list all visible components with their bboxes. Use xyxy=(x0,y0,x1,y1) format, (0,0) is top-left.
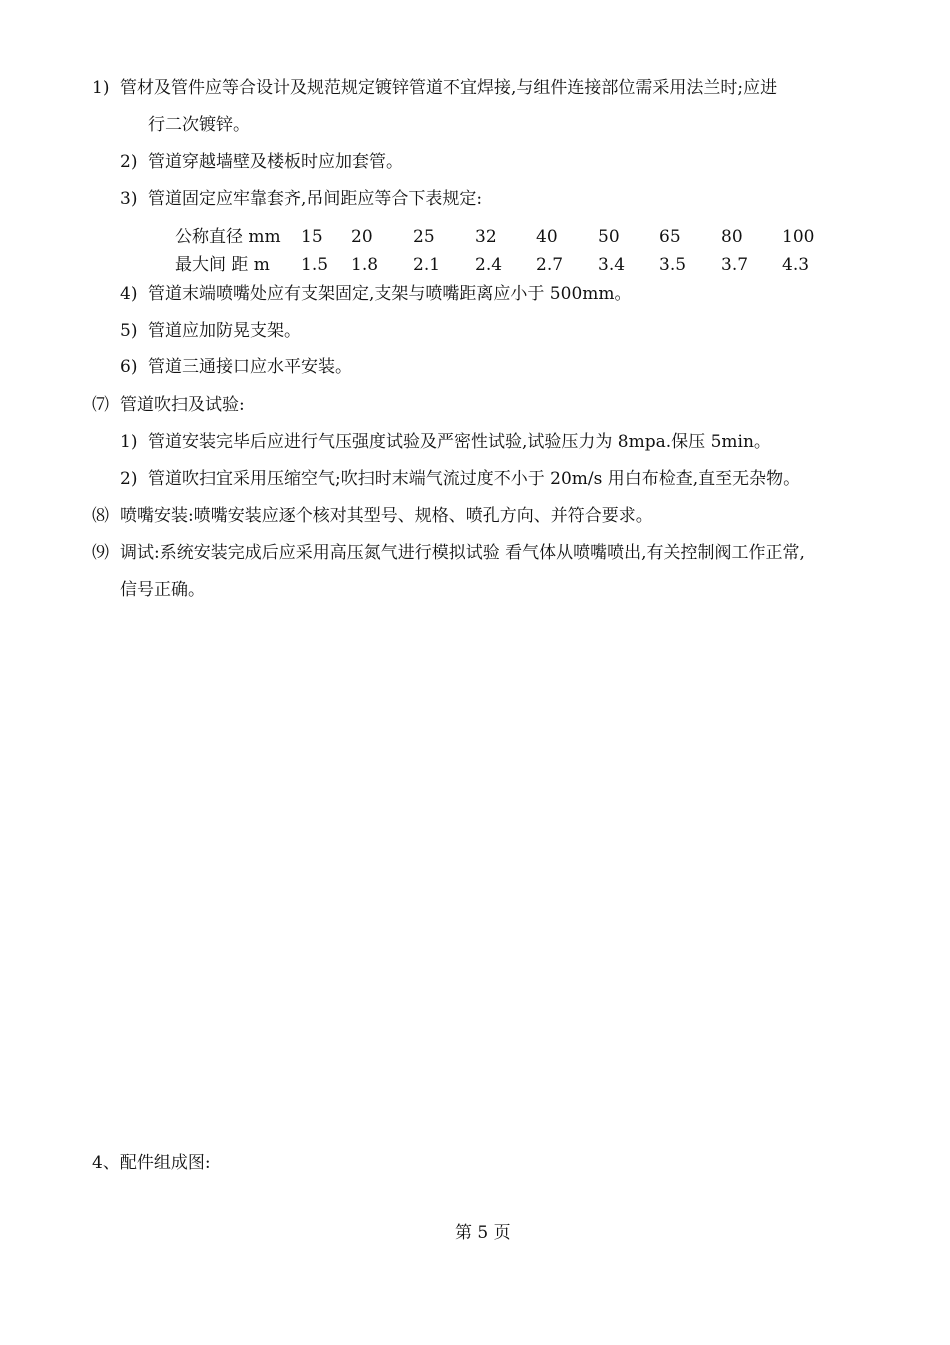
item-text: 管道吹扫及试验: xyxy=(120,395,245,415)
item-1 xyxy=(92,77,777,99)
table-cell: 3.5 xyxy=(659,255,687,275)
table-cell: 32 xyxy=(475,227,497,247)
item-text: 管道三通接口应水平安装。 xyxy=(148,357,352,377)
item-text: 管道固定应牢靠套齐,吊间距应等合下表规定: xyxy=(148,189,483,209)
table-cell: 25 xyxy=(413,227,435,247)
table-cell: 65 xyxy=(659,227,681,247)
table-label: 最大间 距 m xyxy=(175,255,270,275)
item-number: 4) xyxy=(120,284,138,304)
item-number: 2) xyxy=(120,469,138,489)
table-row-diameter xyxy=(175,226,855,248)
item-number: 1) xyxy=(120,432,138,452)
item-1-continued xyxy=(148,114,250,136)
table-cell: 20 xyxy=(351,227,373,247)
item-text: 管道安装完毕后应进行气压强度试验及严密性试验,试验压力为 8mpa.保压 5min。 xyxy=(148,432,771,452)
item-number: 2) xyxy=(120,152,138,172)
table-cell: 80 xyxy=(721,227,743,247)
item-text: 管道吹扫宜采用压缩空气;吹扫时末端气流过度不小于 20m/s 用白布检查,直至无杂物。 xyxy=(148,469,801,489)
item-5 xyxy=(120,320,301,342)
table-cell: 100 xyxy=(782,227,815,247)
item-text: 管道应加防晃支架。 xyxy=(148,321,301,341)
item-number: ⑺ xyxy=(92,395,109,415)
item-text: 管道穿越墙壁及楼板时应加套管。 xyxy=(148,152,403,172)
table-cell: 3.7 xyxy=(721,255,749,275)
item-text: 信号正确。 xyxy=(120,580,205,600)
table-cell: 2.1 xyxy=(413,255,441,275)
item-number: ⑻ xyxy=(92,506,109,526)
page-number: 第 5 页 xyxy=(455,1223,511,1243)
table-cell: 3.4 xyxy=(598,255,626,275)
item-text: 管材及管件应等合设计及规范规定镀锌管道不宜焊接,与组件连接部位需采用法兰时;应进 xyxy=(120,78,778,98)
item-number: ⑼ xyxy=(92,543,109,563)
item-3 xyxy=(120,188,482,210)
table-cell: 2.7 xyxy=(536,255,564,275)
table-cell: 1.5 xyxy=(301,255,329,275)
item-number: 5) xyxy=(120,321,138,341)
section-4-heading: 4、配件组成图: xyxy=(92,1153,211,1173)
table-row-spacing xyxy=(175,254,855,276)
item-text: 调试:系统安装完成后应采用高压氮气进行模拟试验 看气体从喷嘴喷出,有关控制阀工作正常, xyxy=(120,543,805,563)
item-2 xyxy=(120,151,403,173)
item-number: 1) xyxy=(92,78,110,98)
table-cell: 15 xyxy=(301,227,323,247)
section-9 xyxy=(92,542,805,564)
section-7-item-2 xyxy=(120,468,800,490)
section-7-item-1 xyxy=(120,431,771,453)
section-9-continued xyxy=(120,579,205,601)
item-text: 喷嘴安装:喷嘴安装应逐个核对其型号、规格、喷孔方向、并符合要求。 xyxy=(120,506,653,526)
table-cell: 1.8 xyxy=(351,255,379,275)
item-6 xyxy=(120,356,352,378)
table-cell: 4.3 xyxy=(782,255,810,275)
item-number: 6) xyxy=(120,357,138,377)
table-label: 公称直径 mm xyxy=(175,227,281,247)
item-text: 行二次镀锌。 xyxy=(148,115,250,135)
table-cell: 40 xyxy=(536,227,558,247)
table-cell: 2.4 xyxy=(475,255,503,275)
item-4 xyxy=(120,283,632,305)
section-8 xyxy=(92,505,653,527)
item-text: 管道末端喷嘴处应有支架固定,支架与喷嘴距离应小于 500mm。 xyxy=(148,284,632,304)
section-7 xyxy=(92,394,245,416)
item-number: 3) xyxy=(120,189,138,209)
table-cell: 50 xyxy=(598,227,620,247)
